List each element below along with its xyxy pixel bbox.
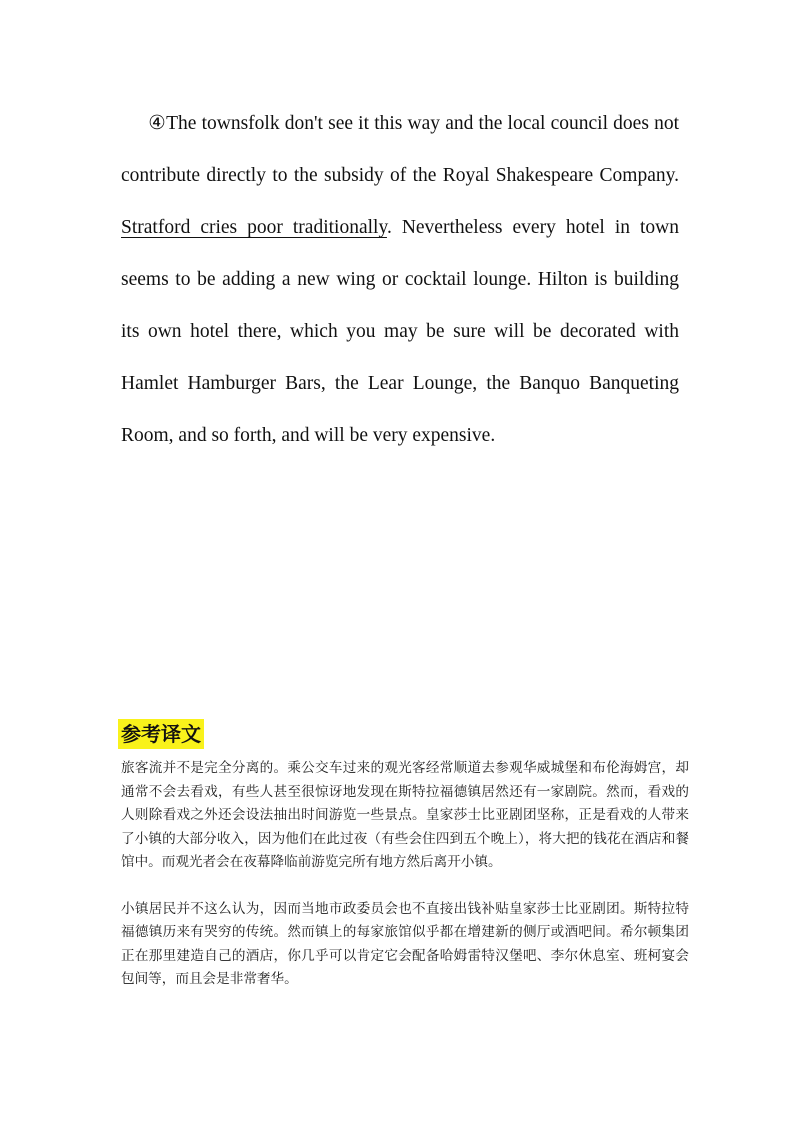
underlined-phrase: Stratford cries poor traditionally [121, 217, 387, 238]
reference-translation-heading: 参考译文 [118, 719, 204, 749]
chinese-translation [121, 757, 689, 992]
english-text-after: . Nevertheless every hotel in town seems to be adding a new wing or cocktail lounge. Hilton is building its own hotel there, which you may be sure will be decorated with Hamlet Hamburger Bars, the Lear Lounge, the Banquo Banqueting Room, and so forth, and will be very expensive. [121, 217, 680, 446]
english-text-before: The townsfolk don't see it this way and the local council does not contribute directly to the subsidy of the Royal Shakespeare Company. [121, 113, 680, 186]
paragraph-marker: ④ [148, 113, 167, 134]
translation-paragraph-1: 旅客流并不是完全分离的。乘公交车过来的观光客经常顺道去参观华威城堡和布伦海姆宫，却通常不会去看戏，有些人甚至很惊讶地发现在斯特拉福德镇居然还有一家剧院。然而，看戏的人则除看戏之外还会设法抽出时间游览一些景点。皇家莎士比亚剧团坚称，正是看戏的人带来了小镇的大部分收入，因为他们在此过夜（有些会住四到五个晚上），将大把的钱花在酒店和餐馆中。而观光者会在夜幕降临前游览完所有地方然后离开小镇。 [121, 760, 689, 870]
english-passage [121, 98, 679, 462]
english-paragraph [121, 98, 679, 462]
translation-paragraph-2: 小镇居民并不这么认为，因而当地市政委员会也不直接出钱补贴皇家莎士比亚剧团。斯特拉特福德镇历来有哭穷的传统。然而镇上的每家旅馆似乎都在增建新的侧厅或酒吧间。希尔顿集团正在那里建造自己的酒店，你几乎可以肯定它会配备哈姆雷特汉堡吧、李尔休息室、班柯宴会包间等，而且会是非常奢华。 [121, 900, 689, 987]
